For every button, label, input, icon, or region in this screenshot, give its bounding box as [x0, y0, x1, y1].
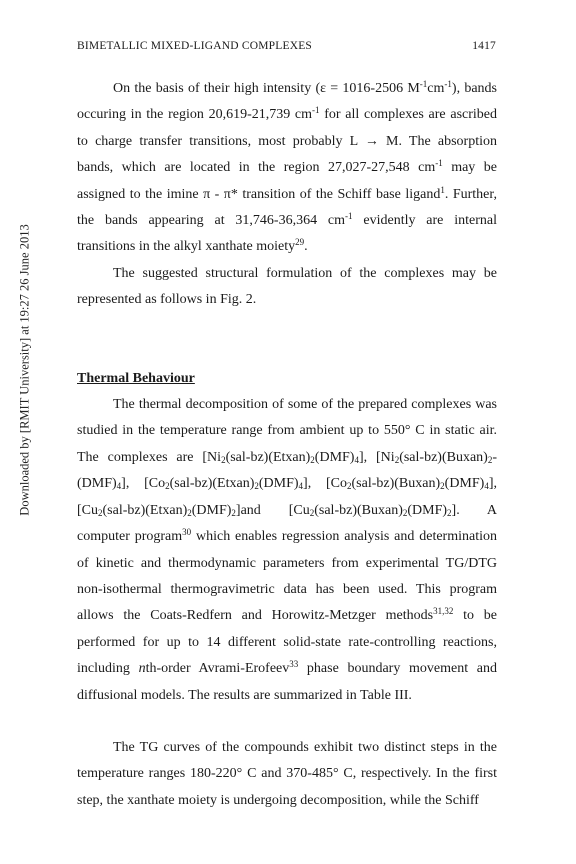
paragraph-charge-transfer: On the basis of their high intensity (ε = 1016-2506 $M^{-1}cm^{-1}$), bands occuring in the region 20,619-21,739 $cm^{-1}$ for all complexes are ascribed to charge transfer transitions, most probably L → M. The absorption bands, which are located in the region 27,027-27,548 $cm^{-1}$ may be assigned to the imine π - π* transition of the Schiff base ligand$^1$. Further, the bands appearing at 31,746-36,364 $cm^{-1}$ evidently are internal transitions in the alkyl xanthate moiety$^{29}$.	[77, 79, 497, 255]
page-number: 1417	[472, 40, 496, 52]
paragraph-tg-curves: The TG curves of the compounds exhibit two distinct steps in the temperature ranges 180-220° C and 370-485° C, respectively. In the first step, the xanthate moiety is undergoing decomposition, while the Schiff	[77, 739, 497, 808]
article-body	[77, 76, 497, 814]
section-heading: Thermal Behaviour	[77, 370, 195, 386]
running-head: BIMETALLIC MIXED-LIGAND COMPLEXES	[77, 40, 313, 52]
download-watermark-text: Downloaded by [RMIT University] at 19:27 26 June 2013	[17, 224, 32, 516]
paragraph-thermal-decomposition: The thermal decomposition of some of the prepared complexes was studied in the temperature range from ambient up to 550° C in static air. The complexes are $[Ni_2(sal-bz)(Etxan)_2(DMF)_4]$, $[Ni_2(sal-bz)(Buxan)_2-(DMF)_4]$, $[Co_2(sal-bz)(Etxan)_2(DMF)_4]$, $[Co_2(sal-bz)(Buxan)_2(DMF)_4]$, $[Cu_2(sal-bz)(Etxan)_2(DMF)_2]and$ $[Cu_2(sal-bz)(Buxan)_2(DMF)_2]$. A computer program$^{30}$ which enables regression analysis and determination of kinetic and thermodynamic parameters from experimental TG/DTG non-isothermal thermogravimetric data has been used. This program allows the Coats-Redfern and Horowitz-Metzger methods$^{31,32}$ to be performed for up to 14 different solid-state rate-controlling reactions, including nth-order Avrami-Erofeev$^{33}$ phase boundary movement and diffusional models. The results are summarized in Table III.	[77, 397, 497, 703]
paragraph-structural-formulation: The suggested structural formulation of the complexes may be represented as follows in Fig. 2.	[77, 265, 497, 308]
download-watermark	[12, 120, 38, 620]
page-header	[77, 40, 496, 52]
